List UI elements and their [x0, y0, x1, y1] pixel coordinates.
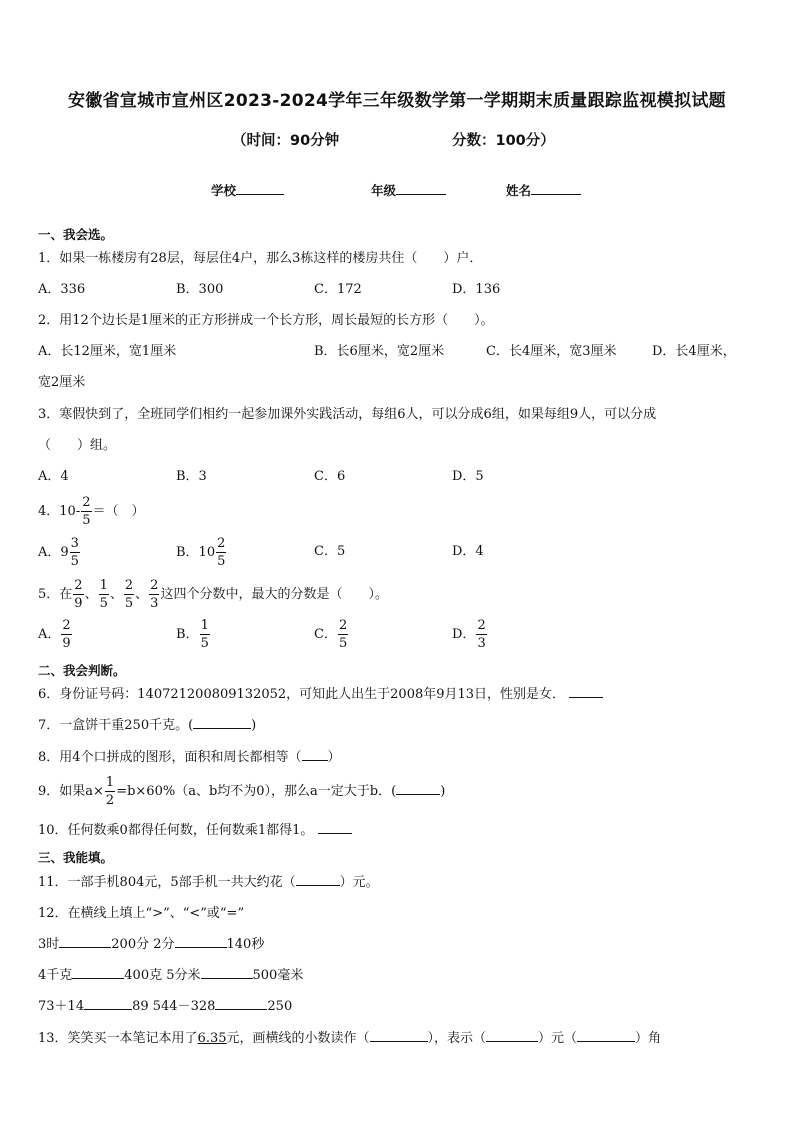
q9-prefix: 9．如果a× — [38, 784, 104, 799]
q12-r2-blank-1[interactable] — [72, 967, 124, 979]
q7-stem — [38, 717, 256, 735]
q1-option-d: D．136 — [452, 282, 501, 297]
q5-option-b — [176, 619, 211, 650]
section-fill: 三、我能填。 — [38, 850, 114, 865]
q5-fraction-4 — [149, 579, 159, 610]
q11-stem — [38, 874, 379, 892]
q9-suffix: =b×60%（a、b均不为0），那么a一定大于b．( — [116, 784, 397, 799]
q5-f1-den: 9 — [74, 596, 83, 611]
q13-blank-3[interactable] — [577, 1030, 635, 1042]
q5-b-label: B． — [176, 627, 199, 642]
q12-r3-b: 89 544－328 — [132, 999, 216, 1014]
q5-d-label: D． — [452, 627, 476, 642]
q9-num: 1 — [105, 775, 115, 790]
q12-r2-b: 400克 5分米 — [124, 968, 201, 983]
q5-d-num: 2 — [477, 618, 486, 633]
q5-f4-den: 3 — [150, 596, 159, 611]
q12-r1-a: 3时 — [38, 937, 60, 952]
q1-option-b: B．300 — [176, 282, 224, 297]
school-blank — [236, 182, 284, 195]
q5-option-a — [38, 619, 73, 650]
q5-a-label: A． — [38, 627, 61, 642]
q4-a-fraction — [70, 537, 80, 568]
grade-label: 年级 — [371, 183, 397, 198]
q10-answer-blank[interactable] — [318, 822, 352, 834]
q5-a-fraction — [61, 619, 71, 650]
q4-b-num: 2 — [217, 536, 226, 551]
page-title: 安徽省宣城市宣州区2023-2024学年三年级数学第一学期期末质量跟踪监视模拟试题 — [68, 91, 726, 111]
q5-f1-num: 2 — [74, 578, 83, 593]
exam-score: 分数：100分） — [452, 133, 555, 149]
q1-stem: 1．如果一栋楼房有28层，每层住4户，那么3栋这样的楼房共住（ ）户． — [38, 251, 483, 266]
q6-answer-blank[interactable] — [569, 686, 603, 698]
q5-b-den: 5 — [200, 636, 209, 651]
q4-option-c: C．5 — [314, 544, 346, 559]
q2-option-b: B．长6厘米，宽2厘米 — [314, 344, 445, 359]
q13-stem — [38, 1030, 661, 1048]
q7-paren-end: ) — [251, 718, 257, 733]
school-field — [211, 181, 284, 199]
q5-c-fraction — [338, 619, 348, 650]
q2-option-a: A．长12厘米，宽1厘米 — [38, 344, 177, 359]
section-judge: 二、我会判断。 — [38, 663, 126, 678]
q11-answer-blank[interactable] — [296, 874, 340, 886]
q13-blank-2[interactable] — [486, 1030, 538, 1042]
q3-option-c: C．6 — [314, 469, 346, 484]
q5-b-num: 1 — [200, 618, 209, 633]
q5-c-label: C． — [314, 627, 337, 642]
q5-d-fraction — [476, 619, 486, 650]
q9-stem — [38, 776, 445, 808]
q9-den: 2 — [105, 793, 115, 808]
q3-option-d: D．5 — [452, 469, 484, 484]
q4-a-label: A．9 — [38, 545, 69, 560]
q5-fraction-3 — [124, 579, 134, 610]
q12-r1-blank-2[interactable] — [175, 936, 227, 948]
q5-f4-num: 2 — [150, 578, 159, 593]
q11-text: 11．一部手机804元，5部手机一共大约花（ — [38, 875, 296, 890]
q5-suffix: 这四个分数中，最大的分数是（ ）。 — [160, 587, 388, 602]
q6-stem — [38, 686, 603, 704]
grade-blank — [396, 182, 446, 195]
q4-option-d: D．4 — [452, 544, 484, 559]
section-choice: 一、我会选。 — [38, 227, 114, 242]
q4-num: 2 — [82, 495, 91, 510]
q7-text: 7．一盒饼干重250千克。( — [38, 718, 194, 733]
exam-time: （时间：90分钟 — [232, 133, 340, 149]
q10-text: 10．任何数乘0都得任何数，任何数乘1都得1。 — [38, 823, 314, 838]
q12-r2-blank-2[interactable] — [201, 967, 253, 979]
q5-b-fraction — [200, 619, 210, 650]
q4-b-label: B．10 — [176, 545, 216, 560]
q8-text: 8．用4个口拼成的图形，面积和周长都相等（ — [38, 750, 302, 765]
q6-text: 6．身份证号码：140721200809132052，可知此人出生于2008年9月13日，性别是女． — [38, 687, 566, 702]
q5-f3-den: 5 — [124, 596, 134, 611]
q5-fraction-2 — [99, 579, 109, 610]
q4-prefix: 4．10- — [38, 504, 81, 519]
q9-fraction — [105, 776, 115, 807]
q12-r2-a: 4千克 — [38, 968, 73, 983]
q4-b-den: 5 — [217, 554, 226, 569]
q12-r1-b: 200分 2分 — [111, 937, 175, 952]
q5-f3-num: 2 — [124, 578, 134, 593]
q8-stem — [38, 749, 341, 767]
q13-blank-1[interactable] — [370, 1030, 428, 1042]
q13-part-5: ）角 — [635, 1031, 662, 1046]
q3-option-b: B．3 — [176, 469, 207, 484]
q5-sep-2: 、 — [109, 587, 123, 602]
q13-underlined-value: 6.35 — [197, 1031, 227, 1046]
q5-prefix: 5．在 — [38, 587, 73, 602]
q9-answer-blank[interactable] — [396, 783, 440, 795]
q5-sep-3: 、 — [135, 587, 149, 602]
q10-stem — [38, 822, 352, 840]
q12-row-2 — [38, 967, 303, 985]
q3-stem: 3．寒假快到了，全班同学们相约一起参加课外实践活动，每组6人，可以分成6组，如果每组9人，可以分成 — [38, 407, 657, 422]
q13-part-3: ），表示（ — [427, 1031, 487, 1046]
q5-f2-den: 5 — [99, 596, 108, 611]
q3-option-a: A．4 — [38, 469, 69, 484]
q13-part-1: 13．笑笑买一本笔记本用了 — [38, 1031, 198, 1046]
q13-part-4: ）元（ — [538, 1031, 578, 1046]
q3-stem-cont: （ ）组。 — [38, 438, 117, 453]
grade-field — [371, 181, 446, 199]
q12-r3-blank-2[interactable] — [215, 998, 267, 1010]
q4-stem — [38, 496, 145, 527]
q2-option-d-cont: 宽2厘米 — [38, 375, 86, 390]
q4-option-a — [38, 537, 81, 568]
name-field — [506, 181, 581, 199]
q2-stem: 2．用12个边长是1厘米的正方形拼成一个长方形，周长最短的长方形（ ）。 — [38, 313, 494, 328]
q5-a-num: 2 — [62, 618, 71, 633]
q12-row-3 — [38, 998, 292, 1016]
q9-paren-end: ) — [440, 784, 446, 799]
q12-r1-c: 140秒 — [226, 937, 265, 952]
q8-answer-blank[interactable] — [302, 749, 328, 761]
q5-f2-num: 1 — [99, 578, 108, 593]
q8-paren-end: ） — [327, 750, 341, 765]
q4-a-den: 5 — [70, 554, 79, 569]
school-label: 学校 — [211, 183, 237, 198]
q5-a-den: 9 — [62, 636, 71, 651]
q4-option-b — [176, 537, 227, 568]
q2-option-d: D．长4厘米， — [652, 344, 736, 359]
name-label: 姓名 — [506, 183, 532, 198]
q12-r3-blank-1[interactable] — [84, 998, 132, 1010]
q5-option-d — [452, 619, 488, 650]
q5-c-den: 5 — [338, 636, 348, 651]
q4-fraction — [81, 496, 91, 527]
q5-sep-1: 、 — [84, 587, 98, 602]
q5-d-den: 3 — [477, 636, 486, 651]
q5-option-c — [314, 619, 349, 650]
q5-fraction-1 — [73, 579, 83, 610]
q12-r1-blank-1[interactable] — [59, 936, 111, 948]
q1-option-a: A．336 — [38, 282, 86, 297]
q11-text-end: ）元。 — [339, 875, 379, 890]
name-blank — [531, 182, 581, 195]
q4-a-num: 3 — [70, 536, 79, 551]
q7-answer-blank[interactable] — [193, 717, 251, 729]
q5-c-num: 2 — [338, 618, 348, 633]
q12-row-1 — [38, 936, 264, 954]
q12-r2-c: 500毫米 — [252, 968, 304, 983]
q4-den: 5 — [82, 513, 91, 528]
q5-stem — [38, 579, 388, 610]
q4-b-fraction — [216, 537, 226, 568]
q1-option-c: C．172 — [314, 282, 362, 297]
q2-option-c: C．长4厘米，宽3厘米 — [486, 344, 617, 359]
q12-r3-c: 250 — [267, 999, 293, 1014]
q13-part-2: 元，画横线的小数读作（ — [226, 1031, 370, 1046]
q12-stem: 12．在横线上填上“>”、“<”或“=” — [38, 906, 245, 921]
q12-r3-a: 73＋14 — [38, 999, 85, 1014]
q4-suffix: ＝（ ） — [92, 504, 145, 519]
